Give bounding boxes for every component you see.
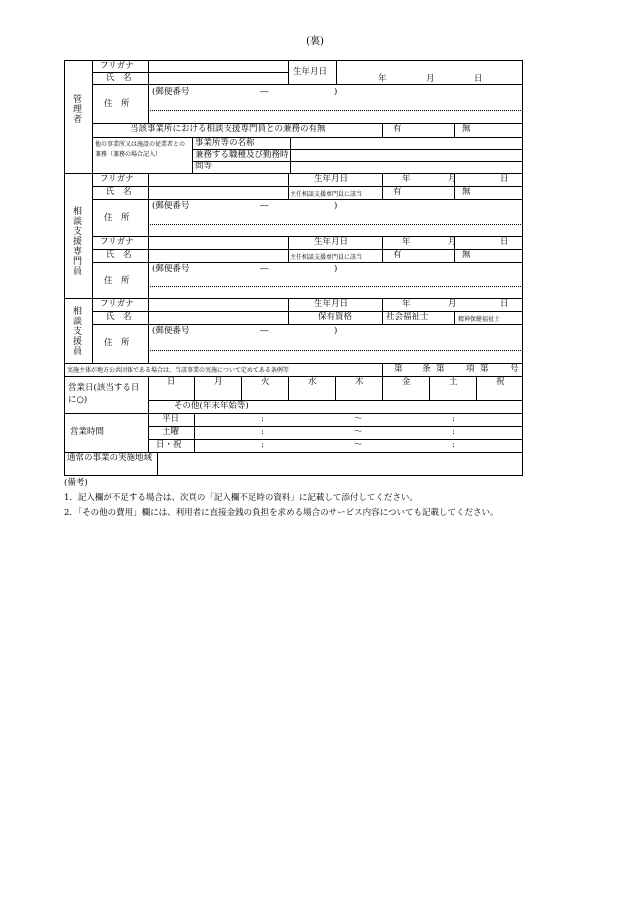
day-sun: 日 [167,377,176,387]
manager-address-label: 住 所 [104,99,130,109]
note-item-1: 1．記入欄が不足する場合は、次頁の「記入欄不足時の資料」に記載して添付してください。 [64,493,418,503]
business-days-other: その他(年末年始等) [174,401,249,411]
manager-birthdate-label: 生年月日 [293,67,328,77]
manager-office-name-label: 事業所等の名称 [195,138,255,148]
application-form-table: 管理者 フリガナ 氏 名 生年月日 年 月 日 (郵便番号 ― ) 住 所 当該事業所における相談支援専門員との兼務の有無 有 無 他の事業所又は施設の従業者との兼務（兼務の場合記入） 事業所等の名称 兼務する職種及び勤務時間等 相談支援専門員 フリガナ 氏 名 生年月日 年 月 日 主任相談支援専門員に該当 有 無 (郵便番号 ― ) 住 所 フリガナ 氏 名 生年月日 年 月 日 主任相談支援専門員に該当 有 無 (郵便番号 ― ) 住 所 相談支援員 フリガナ 氏 名 生年月日 年 月 日 保有資格 社会福祉士 精神保健福祉士 (郵便番号 ― ) 住 所 実施主体が地方公共団体である場合は、当該事業の実施について定めてある条例等 第 条 第 項 第 号 営業日(該当する日に○) 日 月 火 水 木 金 土 祝 その他(年末年始等) 営業時間 平日 土曜 日・祝 : ～ : : ～ : : ～ : 通常の事業の実施地域 [64,60,523,475]
manager-section-label: 管理者 [71,94,81,124]
manager-other-note: 他の事業所又は施設の従業者との兼務（兼務の場合記入） [95,141,186,158]
supporter-mental-health-worker: 精神保健福祉士 [458,316,501,323]
notes-heading: (備考) [64,478,88,488]
notes [64,476,604,521]
note-item-2: 2．「その他の費用」欄には、利用者に直接金銭の負担を求める場合のサービス内容についても記載してください。 [64,508,499,518]
ordinance-label: 実施主体が地方公共団体である場合は、当該事業の実施について定めてある条例等 [67,367,289,374]
hours-sun-holiday: 日・祝 [156,440,182,450]
manager-postal-label: (郵便番号 [152,87,190,97]
supporter-social-worker: 社会福祉士 [386,312,429,322]
manager-name-label: 氏 名 [106,73,132,83]
day-fri: 金 [402,377,411,387]
hours-saturday: 土曜 [162,427,180,437]
day-thu: 木 [355,377,364,387]
page-title: (裏) [306,36,324,47]
day-holiday: 祝 [496,377,505,387]
manager-concurrent-question: 当該事業所における相談支援専門員との兼務の有無 [130,124,326,134]
supporter-qualification-label: 保有資格 [318,312,353,322]
manager-position-hours-label: 兼務する職種及び勤務時間等 [195,150,289,171]
business-hours-label: 営業時間 [70,427,105,437]
service-area-label: 通常の事業の実施地域 [67,453,153,463]
specialist2-chief-question: 主任相談支援専門員に該当 [290,254,363,261]
manager-furigana-label: フリガナ [100,61,134,71]
day-wed: 水 [308,377,317,387]
day-sat: 土 [449,377,458,387]
day-tue: 火 [261,377,270,387]
hours-weekday: 平日 [162,414,180,424]
supporter-section-label: 相談支援員 [71,306,81,356]
manager-concurrent-no: 無 [462,124,471,134]
specialist1-chief-question: 主任相談支援専門員に該当 [290,191,363,198]
day-mon: 月 [214,377,223,387]
specialist-section-label: 相談支援専門員 [71,206,81,276]
manager-concurrent-yes: 有 [393,124,402,134]
business-days-label: 営業日(該当する日に○) [68,383,140,405]
